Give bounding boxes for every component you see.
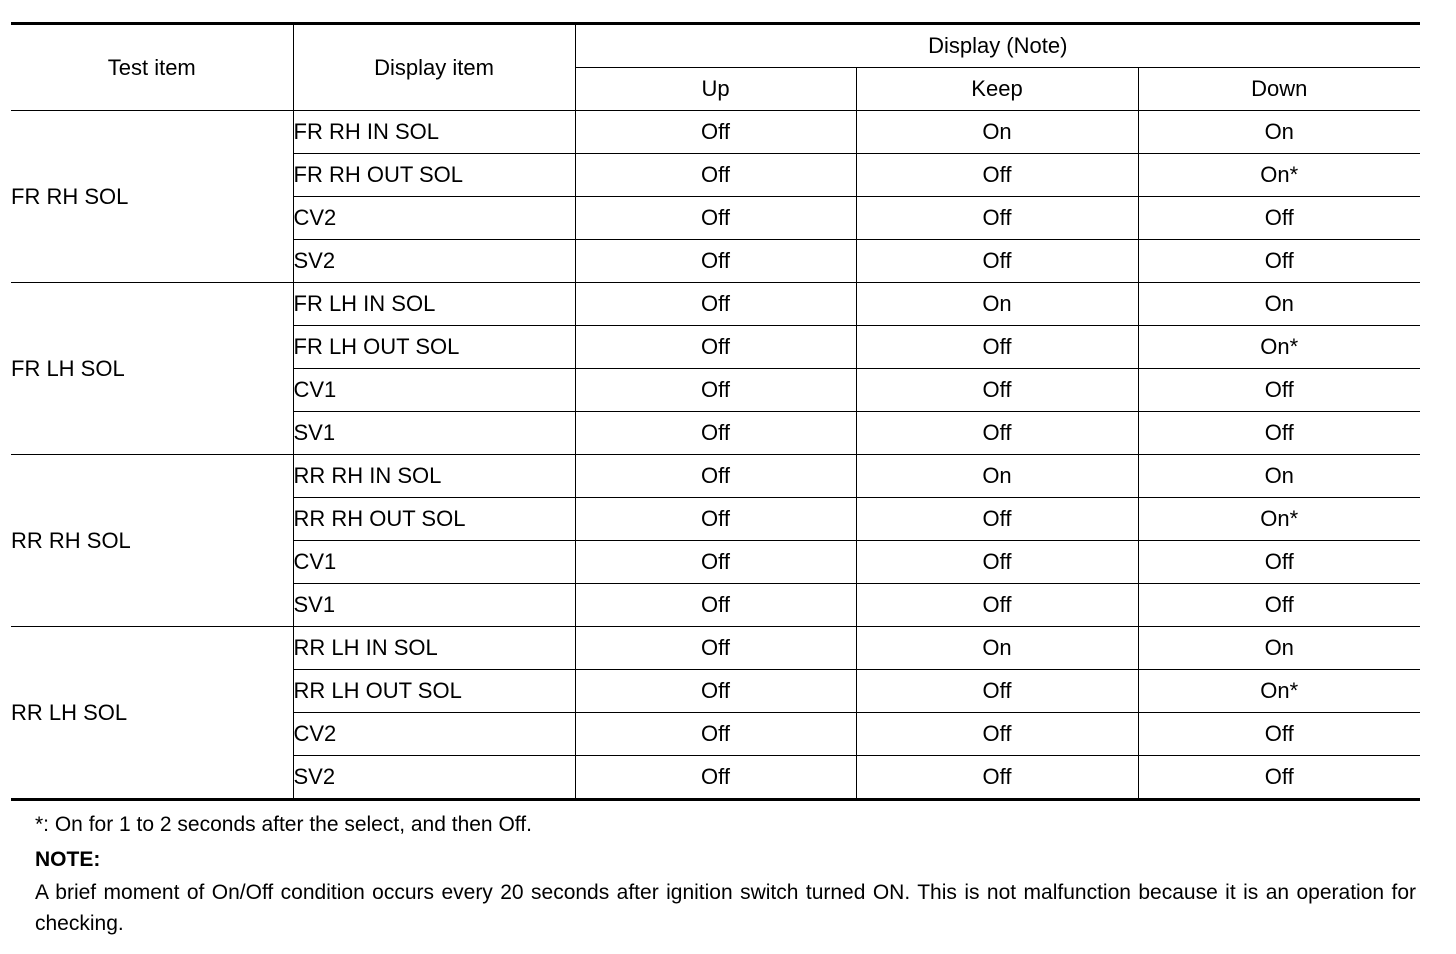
keep-value-cell: Off xyxy=(856,326,1138,369)
down-value-cell: Off xyxy=(1138,197,1420,240)
down-value-cell: Off xyxy=(1138,369,1420,412)
keep-value-cell: On xyxy=(856,627,1138,670)
down-value-cell: Off xyxy=(1138,240,1420,283)
keep-value-cell: On xyxy=(856,455,1138,498)
test-item-cell: FR RH SOL xyxy=(11,111,293,283)
keep-value-cell: Off xyxy=(856,584,1138,627)
display-item-cell: RR LH IN SOL xyxy=(293,627,575,670)
up-value-cell: Off xyxy=(575,756,856,800)
down-value-cell: On xyxy=(1138,283,1420,326)
up-value-cell: Off xyxy=(575,670,856,713)
display-item-cell: RR RH OUT SOL xyxy=(293,498,575,541)
keep-value-cell: Off xyxy=(856,369,1138,412)
down-value-cell: On xyxy=(1138,455,1420,498)
up-value-cell: Off xyxy=(575,498,856,541)
header-keep: Keep xyxy=(856,68,1138,111)
up-value-cell: Off xyxy=(575,326,856,369)
display-item-cell: SV2 xyxy=(293,240,575,283)
down-value-cell: On xyxy=(1138,627,1420,670)
display-item-cell: FR RH OUT SOL xyxy=(293,154,575,197)
up-value-cell: Off xyxy=(575,627,856,670)
down-value-cell: Off xyxy=(1138,584,1420,627)
active-test-table xyxy=(11,22,1420,801)
display-item-cell: CV1 xyxy=(293,369,575,412)
header-display-item: Display item xyxy=(293,24,575,111)
test-item-cell: FR LH SOL xyxy=(11,283,293,455)
display-item-cell: FR LH OUT SOL xyxy=(293,326,575,369)
display-item-cell: RR RH IN SOL xyxy=(293,455,575,498)
footnote: *: On for 1 to 2 seconds after the select, and then Off. xyxy=(35,813,532,836)
keep-value-cell: On xyxy=(856,111,1138,154)
display-item-cell: CV1 xyxy=(293,541,575,584)
notes-section xyxy=(11,809,1420,939)
table-header xyxy=(11,24,1420,111)
table-body xyxy=(11,111,1420,800)
up-value-cell: Off xyxy=(575,369,856,412)
display-item-cell: CV2 xyxy=(293,197,575,240)
keep-value-cell: Off xyxy=(856,756,1138,800)
up-value-cell: Off xyxy=(575,197,856,240)
display-item-cell: CV2 xyxy=(293,713,575,756)
note-text: A brief moment of On/Off condition occurs every 20 seconds after ignition switch turned ON. This is not malfunction because it is an operation for checking. xyxy=(35,881,1416,935)
table-row xyxy=(11,627,1420,670)
keep-value-cell: Off xyxy=(856,670,1138,713)
table-row xyxy=(11,283,1420,326)
up-value-cell: Off xyxy=(575,541,856,584)
display-item-cell: RR LH OUT SOL xyxy=(293,670,575,713)
table-row xyxy=(11,111,1420,154)
up-value-cell: Off xyxy=(575,713,856,756)
header-test-item: Test item xyxy=(11,24,293,111)
header-row-top xyxy=(11,24,1420,68)
keep-value-cell: Off xyxy=(856,154,1138,197)
up-value-cell: Off xyxy=(575,455,856,498)
keep-value-cell: Off xyxy=(856,240,1138,283)
up-value-cell: Off xyxy=(575,412,856,455)
down-value-cell: On* xyxy=(1138,498,1420,541)
display-item-cell: FR RH IN SOL xyxy=(293,111,575,154)
display-item-cell: SV2 xyxy=(293,756,575,800)
down-value-cell: On* xyxy=(1138,326,1420,369)
down-value-cell: Off xyxy=(1138,713,1420,756)
keep-value-cell: Off xyxy=(856,197,1138,240)
down-value-cell: On* xyxy=(1138,670,1420,713)
header-down: Down xyxy=(1138,68,1420,111)
keep-value-cell: Off xyxy=(856,713,1138,756)
header-up: Up xyxy=(575,68,856,111)
down-value-cell: On* xyxy=(1138,154,1420,197)
keep-value-cell: On xyxy=(856,283,1138,326)
up-value-cell: Off xyxy=(575,154,856,197)
header-display-note: Display (Note) xyxy=(575,24,1420,68)
up-value-cell: Off xyxy=(575,283,856,326)
table-row xyxy=(11,455,1420,498)
keep-value-cell: Off xyxy=(856,541,1138,584)
up-value-cell: Off xyxy=(575,240,856,283)
down-value-cell: Off xyxy=(1138,541,1420,584)
down-value-cell: Off xyxy=(1138,412,1420,455)
down-value-cell: Off xyxy=(1138,756,1420,800)
keep-value-cell: Off xyxy=(856,412,1138,455)
test-item-cell: RR LH SOL xyxy=(11,627,293,800)
down-value-cell: On xyxy=(1138,111,1420,154)
display-item-cell: FR LH IN SOL xyxy=(293,283,575,326)
display-item-cell: SV1 xyxy=(293,584,575,627)
up-value-cell: Off xyxy=(575,111,856,154)
test-item-cell: RR RH SOL xyxy=(11,455,293,627)
keep-value-cell: Off xyxy=(856,498,1138,541)
up-value-cell: Off xyxy=(575,584,856,627)
note-heading: NOTE: xyxy=(35,848,101,871)
document-page xyxy=(11,22,1420,939)
display-item-cell: SV1 xyxy=(293,412,575,455)
